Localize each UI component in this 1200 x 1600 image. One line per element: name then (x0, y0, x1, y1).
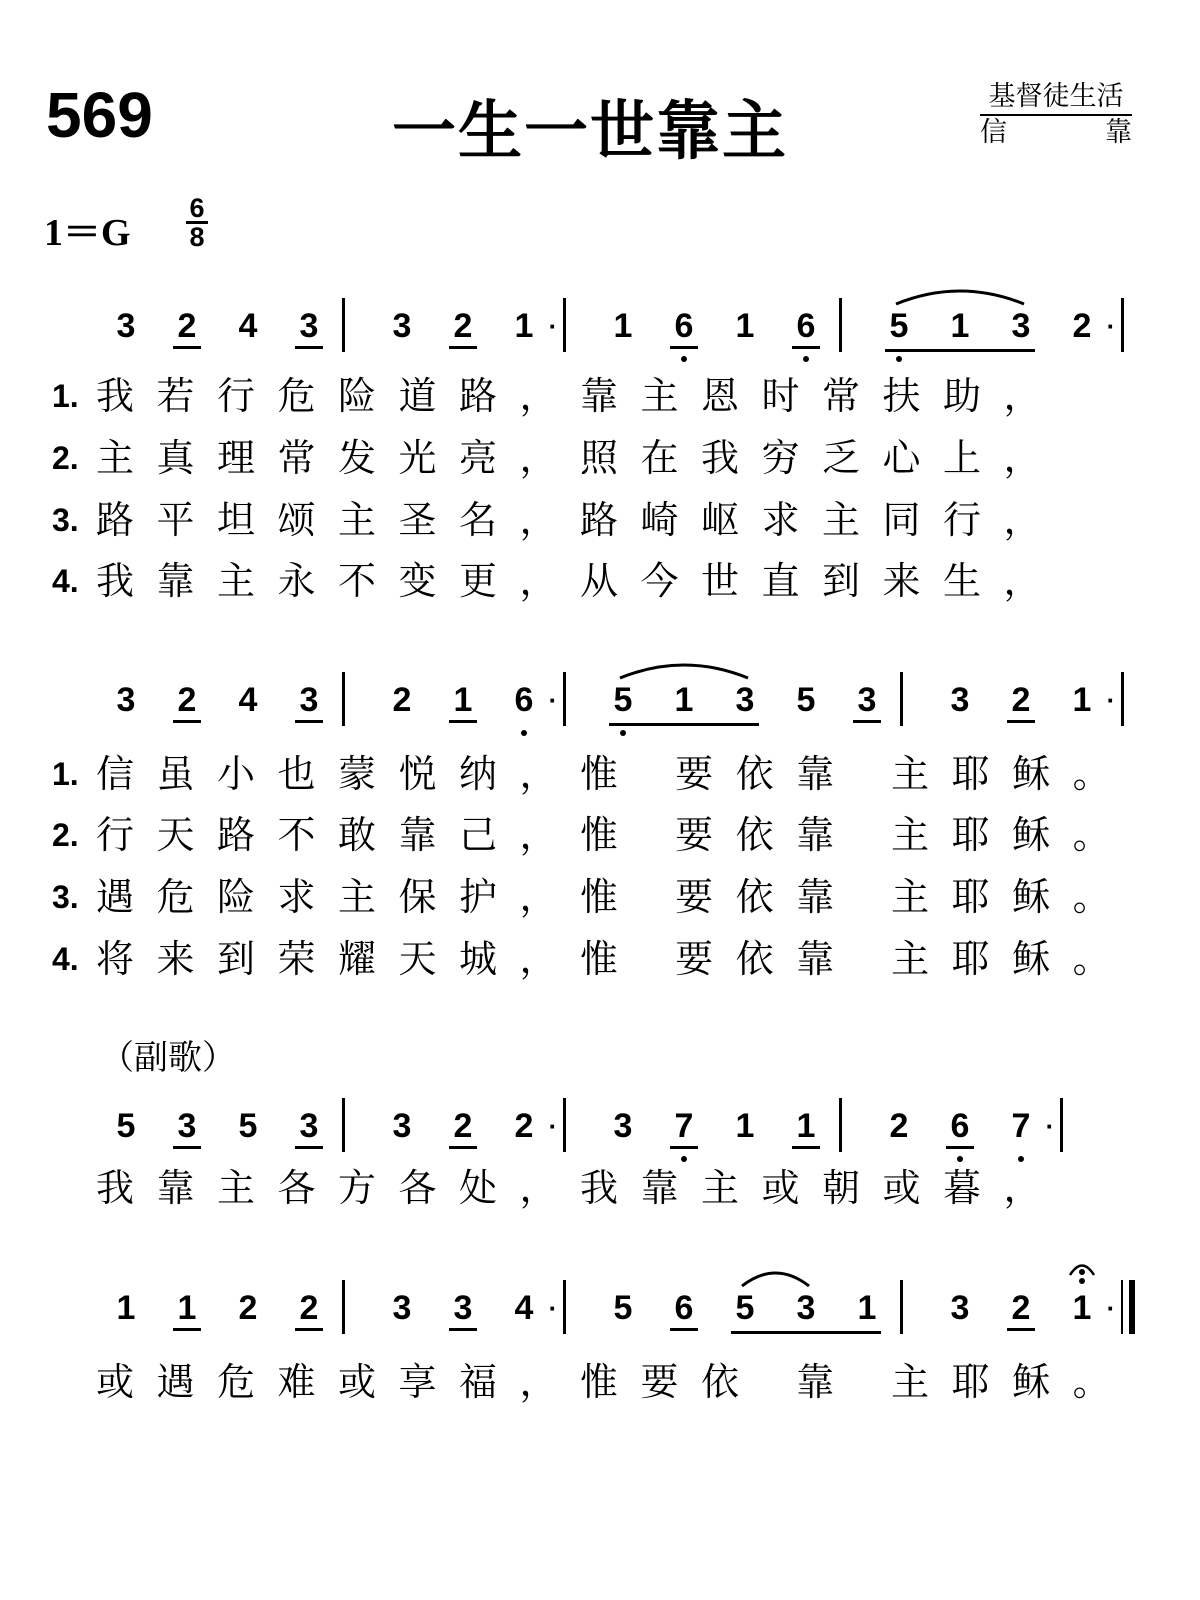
barline (839, 298, 842, 352)
note (218, 680, 278, 720)
note-digit: 3 (177, 1107, 197, 1145)
note-digit: 3 (299, 307, 319, 345)
underline (1007, 720, 1035, 723)
note-digit: 2 (299, 1289, 319, 1327)
note (593, 1106, 653, 1146)
note (433, 1288, 493, 1328)
note (279, 1288, 339, 1328)
note (930, 1106, 990, 1146)
verse-number: 2. (52, 440, 79, 476)
verse-number: 3. (52, 502, 79, 538)
note-digit: 5 (613, 1289, 633, 1327)
note (157, 680, 217, 720)
note-digit: 5 (796, 681, 816, 719)
note-digit: 3 (392, 1107, 412, 1145)
barline (342, 1280, 345, 1334)
note-digit: 2 (889, 1107, 909, 1145)
note-digit: 1 (177, 1289, 197, 1327)
note-digit: 2 (177, 681, 197, 719)
hymn-credit (980, 80, 1132, 150)
underline (173, 1146, 201, 1149)
note (776, 306, 836, 346)
lyric-line: 或遇危难或享福，惟要依 靠 主耶稣。 (96, 1360, 1134, 1404)
note (279, 680, 339, 720)
underline (173, 346, 201, 349)
note-digit: 1 (613, 307, 633, 345)
barline (342, 298, 345, 352)
lyric-line: 我靠主永不变更，从今世直到来生， (96, 559, 1065, 603)
note-digit: 7 (674, 1107, 694, 1145)
chorus-label: （副歌） (100, 1038, 236, 1078)
note (372, 1106, 432, 1146)
note (96, 680, 156, 720)
note (776, 1106, 836, 1146)
note (372, 306, 432, 346)
note (218, 1106, 278, 1146)
note (372, 680, 432, 720)
note-digit: 3 (116, 681, 136, 719)
note-digit: 6 (950, 1107, 970, 1145)
note-digit: 3 (392, 307, 412, 345)
note-digit: 3 (613, 1107, 633, 1145)
verse-number: 3. (52, 879, 79, 915)
note-digit: 3 (299, 681, 319, 719)
octave-dot-low (803, 356, 809, 362)
note (930, 1288, 990, 1328)
note-digit: 1 (116, 1289, 136, 1327)
subcategory-char-2: 靠 (1105, 117, 1132, 148)
note (869, 1106, 929, 1146)
barline (1121, 672, 1124, 726)
note-digit: 2 (514, 1107, 534, 1145)
note-digit: 2 (238, 1289, 258, 1327)
note-digit: 2 (392, 681, 412, 719)
note (869, 306, 929, 346)
augmentation-dot: · (548, 1293, 558, 1323)
note (218, 1288, 278, 1328)
note (96, 1288, 156, 1328)
note-digit: 4 (238, 307, 258, 345)
final-barline (1129, 1280, 1135, 1334)
underline (295, 346, 323, 349)
note-digit: 3 (950, 681, 970, 719)
subcategory-label (980, 116, 1132, 150)
key-signature: 1＝G (44, 212, 131, 254)
note (776, 680, 836, 720)
note-digit: 3 (116, 307, 136, 345)
underline (449, 1328, 477, 1331)
verse-number: 2. (52, 817, 79, 853)
group-underline (885, 349, 1035, 352)
note-digit: 7 (1011, 1107, 1031, 1145)
augmentation-dot: · (1106, 685, 1116, 715)
verse-number: 1. (52, 378, 79, 414)
underline (792, 346, 820, 349)
time-signature-bottom: 8 (189, 222, 205, 252)
octave-dot-low (620, 730, 626, 736)
note-digit: 3 (950, 1289, 970, 1327)
octave-dot-low (521, 730, 527, 736)
note (157, 1288, 217, 1328)
note (593, 306, 653, 346)
octave-dot-low (896, 356, 902, 362)
octave-dot-low (681, 1156, 687, 1162)
underline (449, 1146, 477, 1149)
note (279, 1106, 339, 1146)
tie-arc (894, 284, 1026, 306)
note (157, 1106, 217, 1146)
octave-dot-low (1018, 1156, 1024, 1162)
underline (853, 720, 881, 723)
augmentation-dot: · (548, 1111, 558, 1141)
tie-arc (618, 658, 750, 680)
note (218, 306, 278, 346)
hymn-number: 569 (46, 79, 153, 151)
octave-dot-low (957, 1156, 963, 1162)
note-digit: 2 (1011, 1289, 1031, 1327)
note-digit: 3 (857, 681, 877, 719)
augmentation-dot: · (1106, 1293, 1116, 1323)
barline (563, 672, 566, 726)
note (715, 680, 775, 720)
underline (670, 346, 698, 349)
note-digit: 3 (1011, 307, 1031, 345)
note-digit: 1 (735, 307, 755, 345)
lyric-line: 遇危险求主保护，惟 要依靠 主耶稣。 (96, 875, 1134, 919)
subcategory-char-1: 信 (980, 117, 1007, 148)
octave-dot-low (681, 356, 687, 362)
underline (792, 1146, 820, 1149)
time-signature-top: 6 (189, 193, 205, 223)
note-digit: 1 (514, 307, 534, 345)
barline (563, 1098, 566, 1152)
note-digit: 5 (735, 1289, 755, 1327)
note-digit: 6 (796, 307, 816, 345)
note (654, 680, 714, 720)
barline (342, 1098, 345, 1152)
note (157, 306, 217, 346)
lyric-line: 我若行危险道路，靠主恩时常扶助， (96, 374, 1065, 418)
augmentation-dot: · (1045, 1111, 1055, 1141)
note-digit: 1 (453, 681, 473, 719)
note (96, 306, 156, 346)
barline (900, 1280, 903, 1334)
underline (449, 346, 477, 349)
barline (1060, 1098, 1063, 1152)
verse-number: 1. (52, 756, 79, 792)
note (837, 1288, 897, 1328)
note-digit: 5 (116, 1107, 136, 1145)
barline (1121, 1280, 1123, 1334)
note (593, 1288, 653, 1328)
note-digit: 3 (735, 681, 755, 719)
underline (449, 720, 477, 723)
group-underline (609, 723, 759, 726)
note-digit: 6 (514, 681, 534, 719)
note-digit: 5 (238, 1107, 258, 1145)
note-digit: 2 (1072, 307, 1092, 345)
note (991, 680, 1051, 720)
note (715, 1106, 775, 1146)
underline (295, 720, 323, 723)
lyric-line: 将来到荣耀天城，惟 要依靠 主耶稣。 (96, 937, 1134, 981)
note (776, 1288, 836, 1328)
note-digit: 3 (392, 1289, 412, 1327)
underline (173, 720, 201, 723)
note-digit: 6 (674, 307, 694, 345)
tie-arc (740, 1266, 811, 1288)
note (930, 306, 990, 346)
note-digit: 1 (674, 681, 694, 719)
lyric-line: 主真理常发光亮，照在我穷乏心上， (96, 436, 1065, 480)
note-digit: 1 (857, 1289, 877, 1327)
barline (900, 672, 903, 726)
barline (563, 1280, 566, 1334)
group-underline (731, 1331, 881, 1334)
note (593, 680, 653, 720)
note-digit: 6 (674, 1289, 694, 1327)
augmentation-dot: · (548, 311, 558, 341)
hymn-title: 一生一世靠主 (392, 95, 788, 169)
note (654, 1288, 714, 1328)
note-digit: 2 (177, 307, 197, 345)
note (715, 1288, 775, 1328)
verse-number: 4. (52, 563, 79, 599)
underline (670, 1146, 698, 1149)
lyric-line: 信虽小也蒙悦纳，惟 要依靠 主耶稣。 (96, 752, 1134, 796)
note (279, 306, 339, 346)
lyric-line: 行天路不敢靠己，惟 要依靠 主耶稣。 (96, 813, 1134, 857)
note (654, 306, 714, 346)
time-signature (186, 193, 208, 252)
note-digit: 5 (613, 681, 633, 719)
note-digit: 5 (889, 307, 909, 345)
lyric-line: 路平坦颂主圣名，路崎岖求主同行， (96, 498, 1065, 542)
note-digit: 4 (514, 1289, 534, 1327)
note (433, 1106, 493, 1146)
note-digit: 3 (796, 1289, 816, 1327)
note (991, 306, 1051, 346)
octave-dot-high (1079, 1278, 1085, 1284)
barline (1121, 298, 1124, 352)
underline (1007, 1328, 1035, 1331)
note (433, 680, 493, 720)
underline (173, 1328, 201, 1331)
underline (295, 1146, 323, 1149)
augmentation-dot: · (1106, 311, 1116, 341)
fermata-icon (1067, 1258, 1097, 1278)
note-digit: 1 (1072, 681, 1092, 719)
note-digit: 2 (453, 1107, 473, 1145)
note-digit: 3 (453, 1289, 473, 1327)
note (433, 306, 493, 346)
note-digit: 2 (453, 307, 473, 345)
underline (670, 1328, 698, 1331)
note (991, 1288, 1051, 1328)
note-digit: 2 (1011, 681, 1031, 719)
note (372, 1288, 432, 1328)
note (715, 306, 775, 346)
note-digit: 1 (1072, 1289, 1092, 1327)
underline (946, 1146, 974, 1149)
barline (839, 1098, 842, 1152)
underline (295, 1328, 323, 1331)
barline (342, 672, 345, 726)
note (654, 1106, 714, 1146)
note-digit: 1 (735, 1107, 755, 1145)
augmentation-dot: · (548, 685, 558, 715)
note-digit: 3 (299, 1107, 319, 1145)
verse-number: 4. (52, 941, 79, 977)
lyric-line: 我靠主各方各处，我靠主或朝或暮， (96, 1166, 1065, 1210)
note-digit: 4 (238, 681, 258, 719)
note (96, 1106, 156, 1146)
note-digit: 1 (796, 1107, 816, 1145)
note (930, 680, 990, 720)
barline (563, 298, 566, 352)
note (837, 680, 897, 720)
category-label: 基督徒生活 (980, 80, 1132, 116)
note-digit: 1 (950, 307, 970, 345)
